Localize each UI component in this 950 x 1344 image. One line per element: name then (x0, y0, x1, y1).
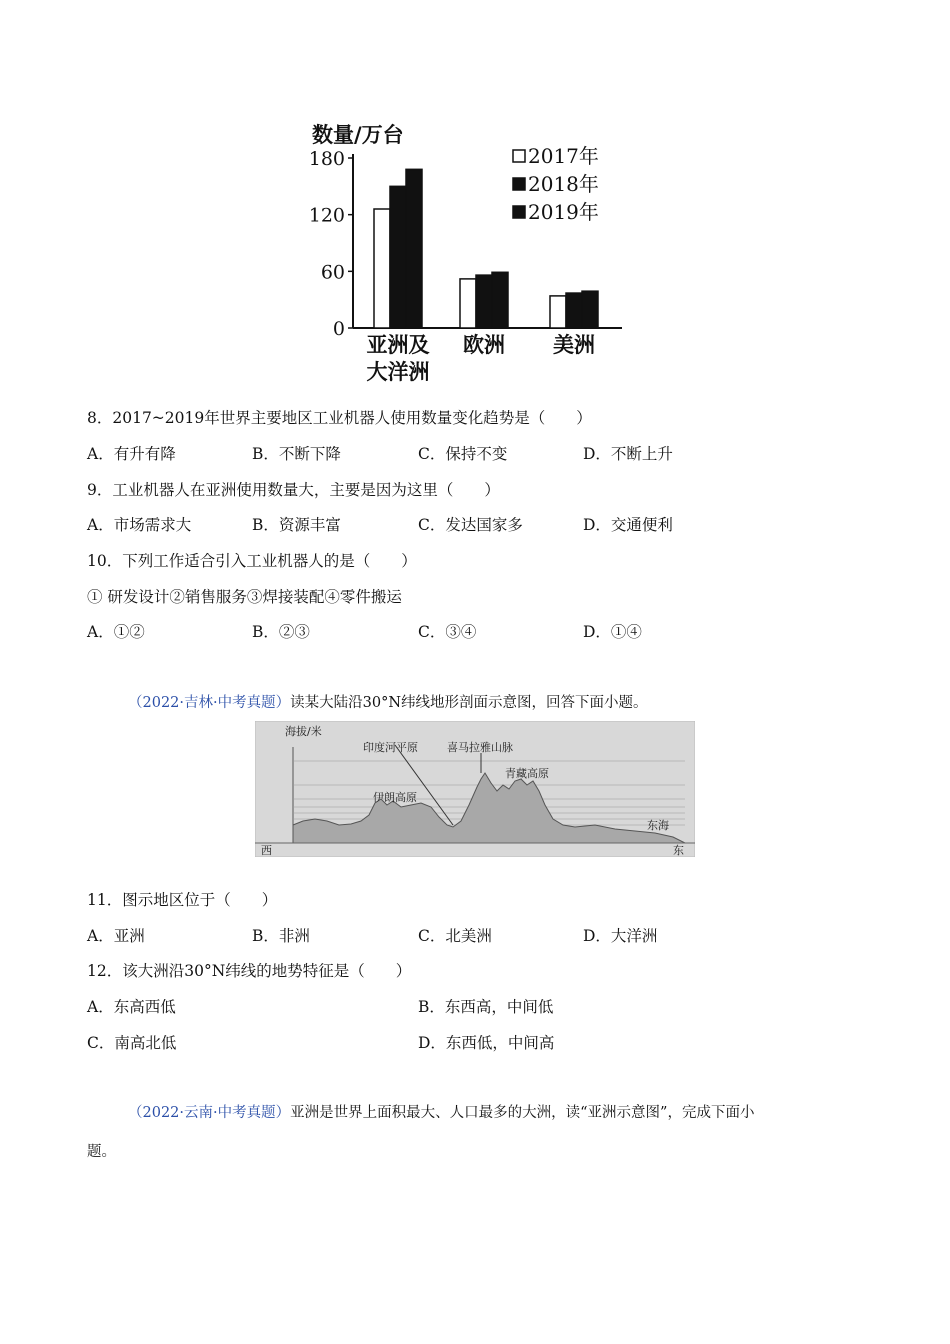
bar-2017年-欧洲 (460, 279, 476, 328)
bar-2018年-美洲 (566, 293, 582, 328)
profile-axis-title: 海拔/米 (285, 725, 322, 738)
question-8-option-a: A．有升有降 (87, 445, 176, 463)
section-lead-jilin (128, 691, 648, 712)
bar-2019年-亚洲及大洋洲 (406, 169, 422, 328)
question-12-option-d: D．东西低，中间高 (418, 1034, 555, 1052)
question-8-option-d: D．不断上升 (583, 445, 673, 463)
question-12-option-c: C．南高北低 (87, 1034, 177, 1052)
question-9-option-a: A．市场需求大 (87, 516, 192, 534)
bar-2019年-欧洲 (492, 272, 508, 328)
label-east: 东 (673, 844, 684, 857)
section-lead-yunnan (128, 1101, 754, 1122)
question-10-items: ① 研发设计②销售服务③焊接装配④零件搬运 (87, 588, 402, 606)
label-tibet-plateau: 青藏高原 (505, 767, 549, 780)
y-tick-label: 60 (320, 261, 345, 284)
question-11-option-d: D．大洋洲 (583, 927, 658, 945)
y-tick-label: 180 (308, 148, 345, 170)
legend-label: 2017年 (528, 144, 599, 168)
legend-swatch (513, 206, 525, 218)
bar-2018年-欧洲 (476, 275, 492, 328)
question-10-option-d: D．①④ (583, 623, 642, 641)
question-9-option-d: D．交通便利 (583, 516, 673, 534)
label-iran-plateau: 伊朗高原 (373, 791, 417, 804)
legend-label: 2019年 (528, 200, 599, 224)
question-9-option-b: B．资源丰富 (252, 516, 341, 534)
question-10-option-c: C．③④ (418, 623, 477, 641)
question-9-option-c: C．发达国家多 (418, 516, 523, 534)
question-12-stem: 12．该大洲沿30°N纬线的地势特征是（ ） (87, 962, 412, 980)
lead-text: 亚洲是世界上面积最大、人口最多的大洲，读“亚洲示意图”，完成下面小 (290, 1105, 755, 1121)
question-11-stem: 11．图示地区位于（ ） (87, 891, 278, 909)
question-10-option-b: B．②③ (252, 623, 310, 641)
bar-2019年-美洲 (582, 291, 598, 328)
bar-2017年-亚洲及大洋洲 (374, 209, 390, 328)
label-himalaya: 喜马拉雅山脉 (447, 741, 513, 754)
question-12-option-a: A．东高西低 (87, 998, 176, 1016)
question-11-option-c: C．北美洲 (418, 927, 492, 945)
chart-title: 数量/万台 (312, 123, 404, 147)
question-9-stem: 9．工业机器人在亚洲使用数量大，主要是因为这里（ ） (87, 481, 500, 499)
lead-text: 读某大陆沿30°N纬线地形剖面示意图，回答下面小题。 (290, 695, 648, 711)
source-tag: （2022·吉林·中考真题） (128, 695, 291, 711)
x-tick-label: 大洋洲 (366, 360, 430, 384)
terrain-profile-image (255, 721, 695, 857)
section-lead-yunnan-cont: 题。 (87, 1144, 116, 1160)
question-8-option-b: B．不断下降 (252, 445, 341, 463)
robot-bar-chart (290, 110, 650, 400)
legend-swatch (513, 150, 525, 162)
bar-2018年-亚洲及大洋洲 (390, 186, 406, 328)
question-8-stem: 8．2017~2019年世界主要地区工业机器人使用数量变化趋势是（ ） (87, 409, 592, 427)
question-8-option-c: C．保持不变 (418, 445, 508, 463)
label-east-sea: 东海 (647, 819, 669, 832)
question-12-option-b: B．东西高，中间低 (418, 998, 554, 1016)
y-tick-label: 120 (308, 204, 345, 227)
label-west: 西 (261, 844, 272, 857)
question-10-option-a: A．①② (87, 623, 145, 641)
x-tick-label: 欧洲 (463, 333, 505, 357)
x-tick-label: 美洲 (553, 333, 595, 357)
question-11-option-b: B．非洲 (252, 927, 310, 945)
question-11-option-a: A．亚洲 (87, 927, 145, 945)
legend-label: 2018年 (528, 172, 599, 196)
question-10-stem: 10．下列工作适合引入工业机器人的是（ ） (87, 552, 417, 570)
source-tag: （2022·云南·中考真题） (128, 1105, 291, 1121)
label-indus-plain: 印度河平原 (363, 741, 418, 754)
x-tick-label: 亚洲及 (366, 333, 430, 357)
y-tick-label: 0 (332, 318, 345, 340)
bar-2017年-美洲 (550, 296, 566, 328)
legend-swatch (513, 178, 525, 190)
